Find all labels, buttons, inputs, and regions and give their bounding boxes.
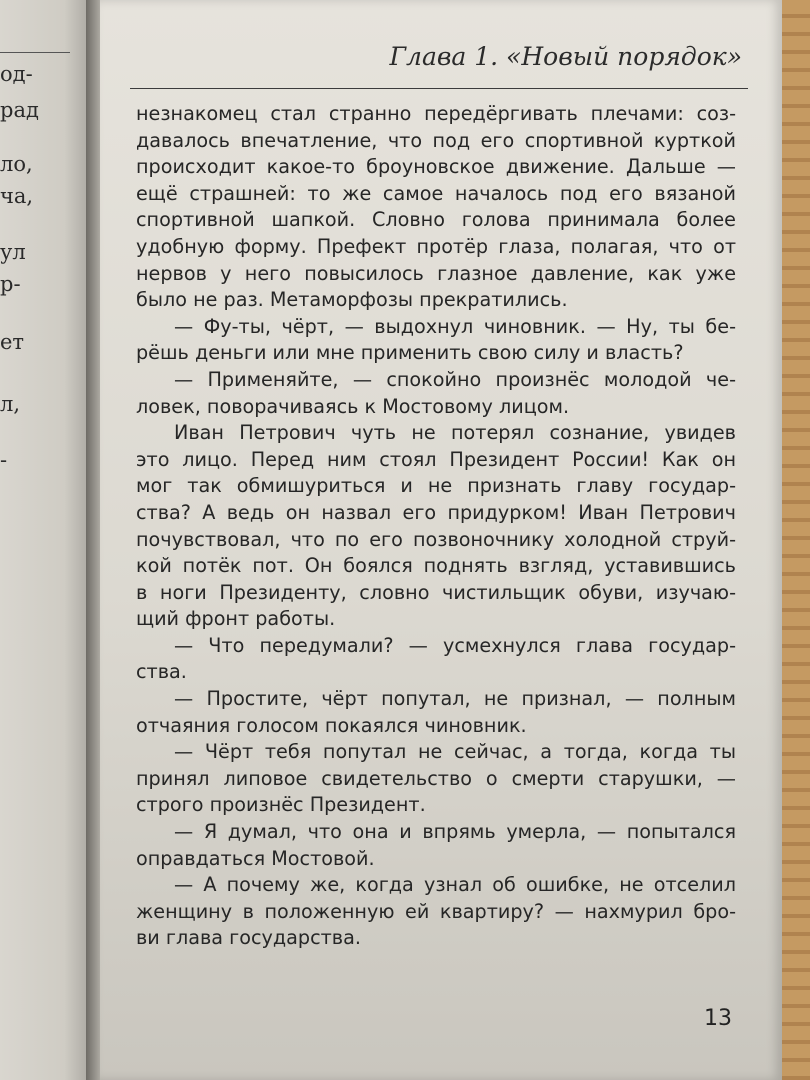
text-line: было не раз. Метаморфозы прекратились. <box>136 288 568 312</box>
text-line: почувствовал, что по его позвоночнику холодной струй- <box>136 527 736 551</box>
text-line: оправдаться Мостовой. <box>136 846 375 870</box>
text-line: спортивной шапкой. Словно голова принимала более <box>136 208 736 232</box>
text-line: — Фу-ты, чёрт, — выдохнул чиновник. — Ну, ты бе- <box>174 314 736 338</box>
left-page-text: ло, <box>0 152 33 176</box>
text-line: отчаяния голосом покаялся чиновник. <box>136 713 527 737</box>
text-line: ства? А ведь он назвал его придурком! Иван Петрович <box>136 500 736 524</box>
text-line: женщину в положенную ей квартиру? — нахмурил бро- <box>136 899 736 923</box>
text-line: рёшь деньги или мне применить свою силу и власть? <box>136 341 684 365</box>
left-page-text: л, <box>0 392 21 416</box>
left-page-text: рад <box>0 98 39 122</box>
text-line: — Что передумали? — усмехнулся глава государ- <box>174 633 736 657</box>
book-page <box>100 0 782 1080</box>
header-rule <box>130 88 748 89</box>
left-page-text: ча, <box>0 184 34 208</box>
text-line: — Чёрт тебя попутал не сейчас, а тогда, когда ты <box>174 740 736 764</box>
text-line: давалось впечатление, что под его спортивной курткой <box>136 128 736 152</box>
left-page-text: - <box>0 448 8 472</box>
text-line: — Применяйте, — спокойно произнёс молодой че- <box>174 367 736 391</box>
text-line: принял липовое свидетельство о смерти старушки, — <box>136 766 736 790</box>
text-line: ви глава государства. <box>136 926 361 950</box>
text-line: щий фронт работы. <box>136 607 336 631</box>
left-page-text: ет <box>0 330 25 354</box>
text-line: незнакомец стал странно передёргивать плечами: соз- <box>136 102 736 125</box>
text-line: — Простите, чёрт попутал, не признал, — полным <box>174 687 736 711</box>
text-line: — Я думал, что она и впрямь умерла, — попытался <box>174 820 736 844</box>
text-line: кой потёк пот. Он боялся поднять взгляд, уставившись <box>136 554 736 578</box>
text-line: происходит какое-то броуновское движение. Дальше — <box>136 155 736 179</box>
body-text <box>136 101 736 952</box>
text-line: ещё страшней: то же самое началось под его вязаной <box>136 181 736 205</box>
text-line: это лицо. Перед ним стоял Президент России! Как он <box>136 447 736 471</box>
text-line: удобную форму. Префект протёр глаза, полагая, что от <box>136 234 736 258</box>
text-line: ства. <box>136 660 187 684</box>
running-head: Глава 1. «Новый порядок» <box>389 42 742 71</box>
text-line: в ноги Президенту, словно чистильщик обуви, изучаю- <box>136 580 736 604</box>
text-line: — А почему же, когда узнал об ошибке, не отселил <box>174 873 736 897</box>
text-line: Иван Петрович чуть не потерял сознание, увидев <box>174 421 736 445</box>
wooden-table-edge <box>780 0 810 1080</box>
left-page-text: од- <box>0 62 33 86</box>
text-line: строго произнёс Президент. <box>136 793 426 817</box>
text-line: мог так обмишуриться и не признать главу государ- <box>136 474 736 498</box>
text-line: ловек, поворачиваясь к Мостовому лицом. <box>136 394 570 418</box>
left-page-fragment <box>0 0 92 1080</box>
left-page-text: р- <box>0 272 21 296</box>
text-line: нервов у него повысилось глазное давление, как уже <box>136 261 736 285</box>
left-page-text: ул <box>0 240 26 264</box>
page-number: 13 <box>704 1006 732 1031</box>
left-page-rule <box>0 52 70 53</box>
